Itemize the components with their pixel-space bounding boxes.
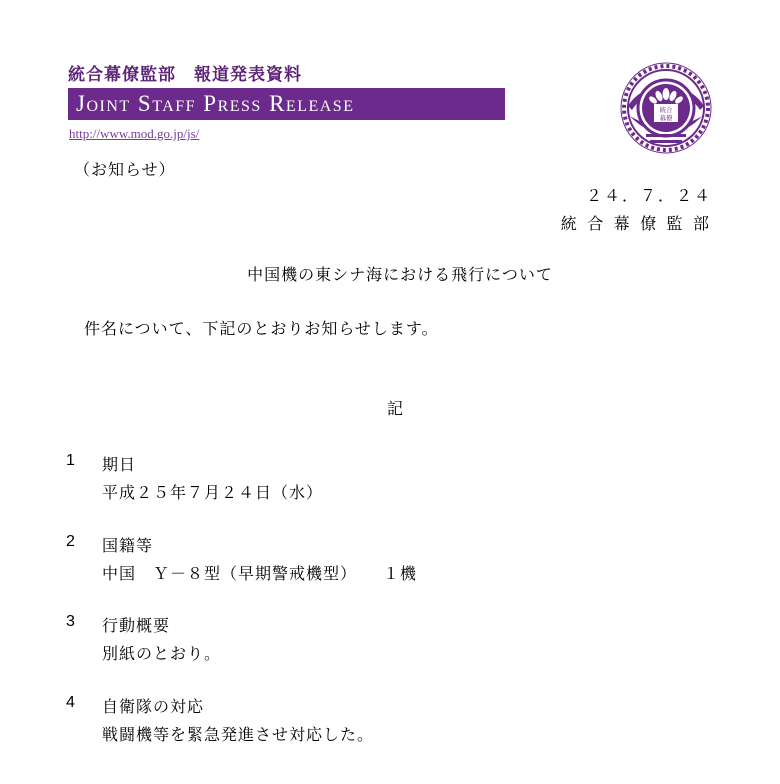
item-heading: 国籍等 bbox=[102, 538, 154, 555]
item-body: 別紙のとおり。 bbox=[102, 646, 222, 663]
svg-text:幕僚: 幕僚 bbox=[659, 115, 673, 122]
issuer-name: 統 合 幕 僚 監 部 bbox=[560, 216, 712, 233]
item-body: 中国 Ｙ－８型（早期警戒機型） １機 bbox=[102, 566, 418, 583]
item-number: 3 bbox=[66, 613, 76, 630]
issue-date: ２４．７．２４ bbox=[585, 188, 712, 205]
svg-text:統合: 統合 bbox=[659, 107, 673, 114]
item-number: 1 bbox=[66, 452, 76, 469]
notice-label: （お知らせ） bbox=[74, 162, 176, 179]
lead-paragraph: 件名について、下記のとおりお知らせします。 bbox=[84, 321, 439, 338]
joint-staff-emblem-icon bbox=[618, 60, 714, 156]
page-title: 中国機の東シナ海における飛行について bbox=[247, 267, 553, 284]
press-release-title-bar bbox=[68, 88, 505, 120]
item-heading: 自衛隊の対応 bbox=[102, 699, 205, 716]
website-url-link[interactable]: http://www.mod.go.jp/js/ bbox=[69, 126, 200, 141]
item-heading: 期日 bbox=[102, 457, 137, 474]
item-number: 2 bbox=[66, 533, 76, 550]
item-number: 4 bbox=[66, 694, 76, 711]
press-release-title-en: Joint Staff Press Release bbox=[76, 91, 355, 116]
ki-marker: 記 bbox=[386, 401, 403, 418]
header-organization-japanese: 統合幕僚監部 報道発表資料 bbox=[68, 65, 302, 84]
item-heading: 行動概要 bbox=[102, 618, 171, 635]
item-body: 戦闘機等を緊急発進させ対応した。 bbox=[102, 727, 375, 744]
item-body: 平成２５年７月２４日（水） bbox=[102, 485, 324, 502]
